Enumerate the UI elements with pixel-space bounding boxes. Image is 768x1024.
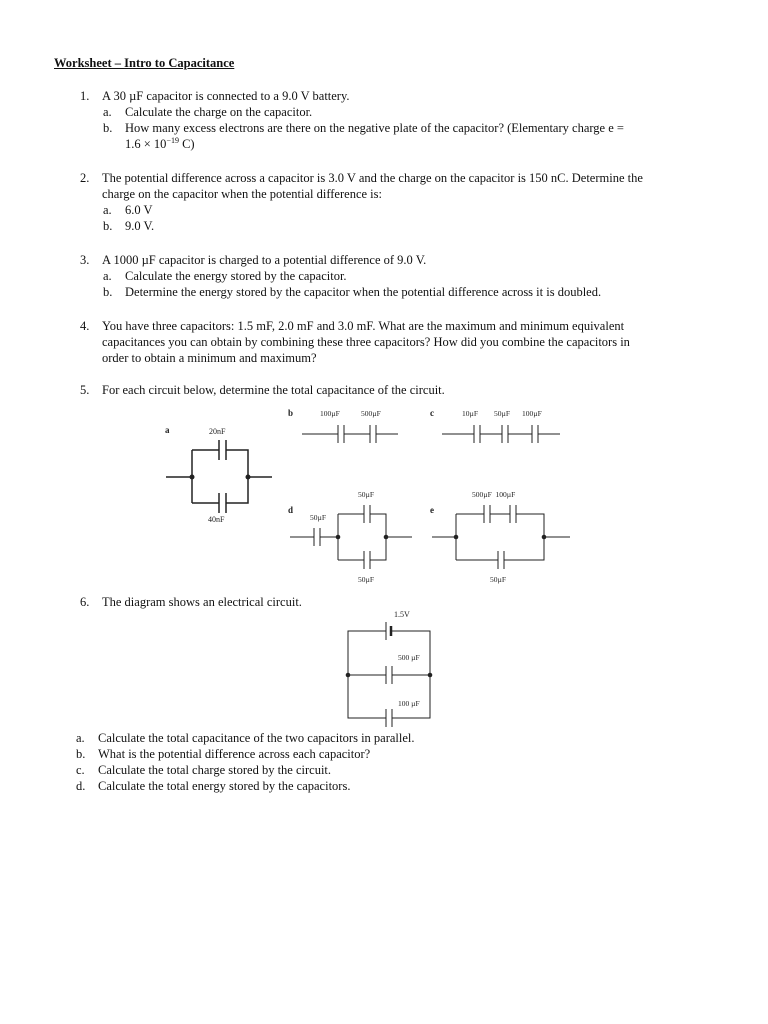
question-number: 3. bbox=[80, 253, 90, 267]
question-text: For each circuit below, determine the total capacitance of the circuit. bbox=[102, 383, 445, 397]
junction-dot bbox=[346, 673, 351, 678]
question-6b bbox=[54, 746, 734, 762]
sub-label: b. bbox=[103, 219, 113, 233]
junction-dot bbox=[428, 673, 433, 678]
question-text-line: You have three capacitors: 1.5 mF, 2.0 mF and 3.0 mF. What are the maximum and minimum equivalent bbox=[102, 319, 625, 333]
capacitor-value: 50µF bbox=[490, 575, 506, 584]
question-6 bbox=[54, 594, 714, 610]
circuit-label: d bbox=[288, 505, 294, 515]
capacitor-value: 40nF bbox=[208, 515, 225, 524]
capacitor-value: 100µF bbox=[522, 409, 542, 418]
question-number: 2. bbox=[80, 171, 90, 185]
circuit-c bbox=[430, 408, 560, 443]
circuit-a bbox=[165, 425, 272, 524]
sub-text: Calculate the charge on the capacitor. bbox=[125, 105, 313, 119]
question-number: 6. bbox=[80, 595, 90, 609]
sub-text: Calculate the total energy stored by the capacitors. bbox=[98, 779, 351, 793]
circuit-b bbox=[288, 408, 398, 443]
circuit-label: a bbox=[165, 425, 170, 435]
sub-label: a. bbox=[103, 203, 112, 217]
sub-label: a. bbox=[76, 731, 85, 745]
circuit-e bbox=[430, 490, 570, 584]
question-6a bbox=[54, 730, 734, 746]
circuit-label: b bbox=[288, 408, 294, 418]
question-6d bbox=[54, 778, 734, 794]
question-text: A 1000 µF capacitor is charged to a potential difference of 9.0 V. bbox=[102, 253, 427, 267]
junction-dot bbox=[454, 535, 459, 540]
exponent: −19 bbox=[166, 135, 179, 145]
sub-label: d. bbox=[76, 779, 86, 793]
capacitor-value: 50µF bbox=[494, 409, 510, 418]
question-number: 1. bbox=[80, 89, 90, 103]
sub-label: a. bbox=[103, 269, 112, 283]
sub-text: 9.0 V. bbox=[125, 219, 155, 233]
capacitor-value: 50µF bbox=[358, 575, 374, 584]
junction-dot bbox=[384, 535, 389, 540]
capacitor-value: 10µF bbox=[462, 409, 478, 418]
sub-text: Determine the energy stored by the capacitor when the potential difference across it is doubled. bbox=[125, 285, 602, 299]
circuit-q6 bbox=[346, 610, 433, 727]
sub-label: b. bbox=[103, 285, 113, 299]
question-6c bbox=[54, 762, 734, 778]
sub-text: How many excess electrons are there on the negative plate of the capacitor? (Elementary charge e = bbox=[125, 121, 624, 135]
sub-label: b. bbox=[76, 747, 86, 761]
question-number: 5. bbox=[80, 383, 90, 397]
page-title: Worksheet – Intro to Capacitance bbox=[54, 56, 235, 70]
circuit-d bbox=[288, 490, 412, 584]
question-text-line: order to obtain a minimum and maximum? bbox=[102, 351, 317, 365]
question-text: The diagram shows an electrical circuit. bbox=[102, 595, 302, 609]
sub-text: What is the potential difference across each capacitor? bbox=[98, 747, 371, 761]
question-text-line: charge on the capacitor when the potential difference is: bbox=[102, 187, 382, 201]
sub-text: Calculate the energy stored by the capacitor. bbox=[125, 269, 347, 283]
capacitor-value: 500µF bbox=[361, 409, 381, 418]
circuit-label: c bbox=[430, 408, 434, 418]
sub-label: a. bbox=[103, 105, 112, 119]
question-6-parts bbox=[54, 730, 734, 794]
question-number: 4. bbox=[80, 319, 90, 333]
sub-label: c. bbox=[76, 763, 85, 777]
question-text-line: capacitances you can obtain by combining these three capacitors? How did you combine the capacitors in bbox=[102, 335, 630, 349]
battery-voltage: 1.5V bbox=[394, 610, 410, 619]
sub-text-end: C) bbox=[178, 137, 195, 151]
question-text: A 30 µF capacitor is connected to a 9.0 V battery. bbox=[102, 89, 350, 103]
junction-dot bbox=[246, 475, 251, 480]
sub-text: Calculate the total charge stored by the circuit. bbox=[98, 763, 332, 777]
capacitor-value: 50µF bbox=[310, 513, 326, 522]
sub-text: 6.0 V bbox=[125, 203, 153, 217]
junction-dot bbox=[542, 535, 547, 540]
capacitor-value: 50µF bbox=[358, 490, 374, 499]
capacitor-value: 100µF bbox=[320, 409, 340, 418]
capacitor-value: 100 µF bbox=[398, 699, 420, 708]
sub-text-cont: 1.6 × 10 bbox=[125, 137, 167, 151]
circuit-label: e bbox=[430, 505, 434, 515]
junction-dot bbox=[190, 475, 195, 480]
question-text-line: The potential difference across a capacitor is 3.0 V and the charge on the capacitor is 150 nC. Determine the bbox=[102, 171, 643, 185]
capacitor-value: 20nF bbox=[209, 427, 226, 436]
capacitor-value: 500 µF bbox=[398, 653, 420, 662]
capacitor-value: 500µF 100µF bbox=[472, 490, 516, 499]
junction-dot bbox=[336, 535, 341, 540]
sub-label: b. bbox=[103, 121, 113, 135]
sub-text: Calculate the total capacitance of the two capacitors in parallel. bbox=[98, 731, 415, 745]
